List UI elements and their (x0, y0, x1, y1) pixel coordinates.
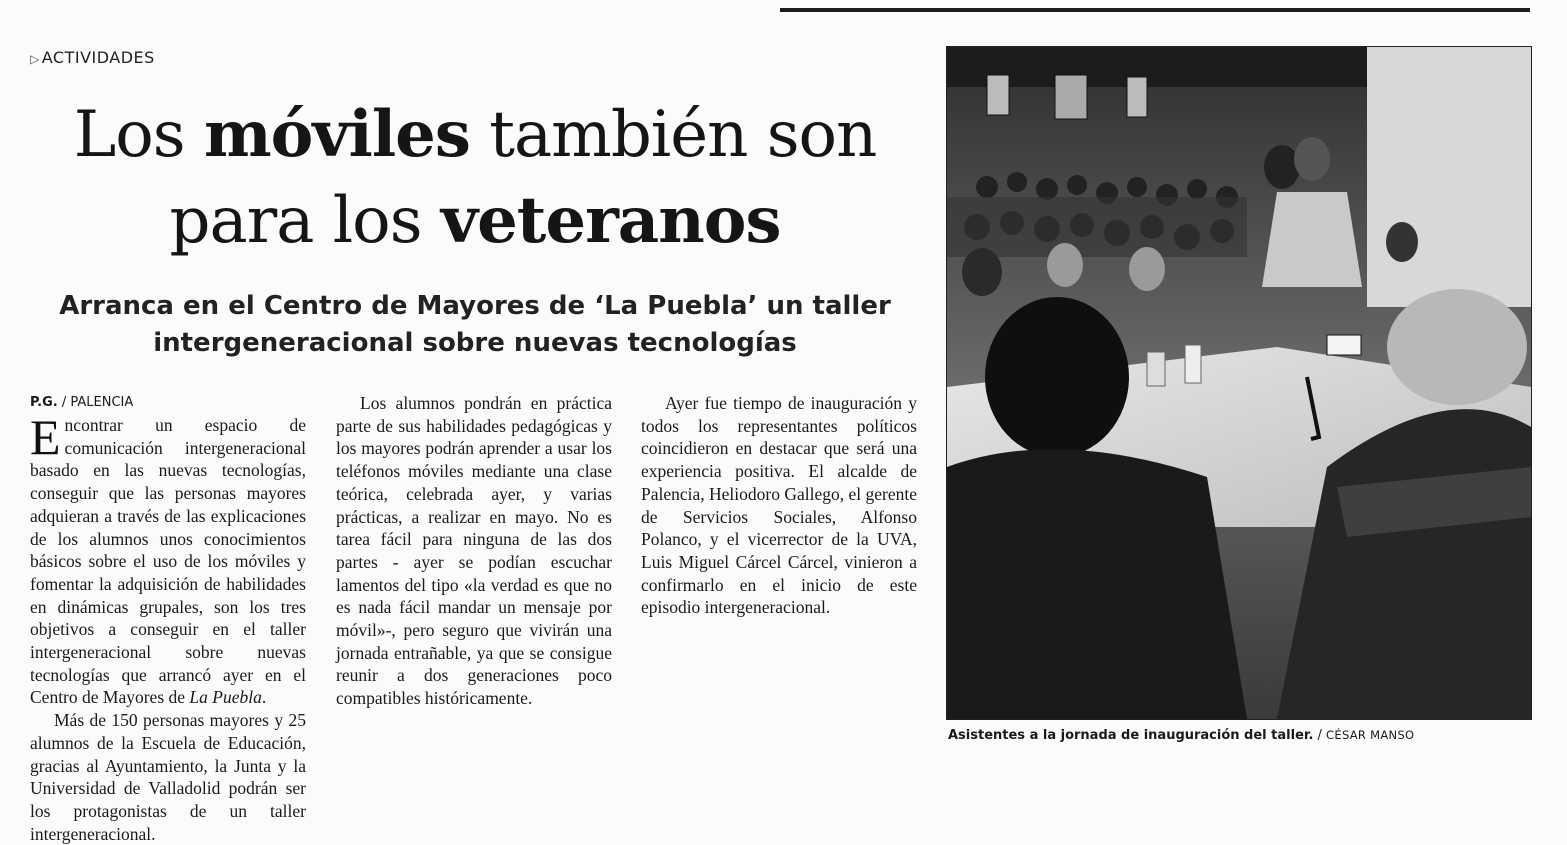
byline-separator: / (57, 395, 71, 410)
paragraph-1 (30, 409, 306, 709)
headline (30, 92, 920, 264)
paragraph-1-italic: La Puebla (189, 687, 262, 708)
paragraph-2: Más de 150 personas mayores y 25 alumnos de la Escuela de Educación, gracias al Ayuntamiento, la Junta y la Universidad de Valladolid podrán ser los protagonistas de un taller intergeneracional. (30, 710, 306, 844)
paragraph-1-end: . (261, 687, 267, 708)
section-text: ACTIVIDADES (41, 48, 155, 67)
headline-bold-word: móviles (203, 97, 470, 172)
drop-cap: E (30, 409, 61, 465)
caption-text: Asistentes a la jornada de inauguración del taller. (948, 728, 1314, 743)
headline-word: para los (169, 184, 441, 258)
article-column-1 (30, 392, 306, 845)
triangle-icon: ▷ (30, 52, 40, 66)
subhead-line-1: Arranca en el Centro de Mayores de ‘La Puebla’ un taller (59, 291, 891, 321)
byline-place: PALENCIA (70, 395, 134, 410)
section-label (30, 48, 155, 67)
credit-separator: / (1313, 728, 1327, 743)
byline-author: P.G. (30, 395, 58, 410)
paragraph-4: Ayer fue tiempo de inauguración y todos los representantes políticos coincidieron en destacar que será una experiencia positiva. El alcalde de Palencia, Heliodoro Gallego, el gerente de Servicios Sociales, Alfonso Polanco, y el vicerrector de la UVA, Luis Miguel Cárcel Cárcel, vinieron a confirmarlo en el inicio de este episodio intergeneracional. (641, 393, 918, 618)
article-column-3 (641, 392, 917, 619)
headline-word: Los (73, 98, 204, 172)
article-column-2 (336, 392, 612, 710)
headline-bold-word: veteranos (440, 183, 781, 258)
paragraph-3: Los alumnos pondrán en práctica parte de sus habilidades pedagógicas y los mayores podrán aprender a usar los teléfonos móviles mediante una clase teórica, celebrada ayer, y varias prácticas, a realizar en mayo. No es tarea fácil para ninguna de las dos partes - ayer se podían escuchar lamentos del tipo «la verdad es que no es nada fácil mandar un mensaje por móvil»-, pero seguro que vivirán una jornada entrañable, ya que se consigue reunir a dos generaciones poco compatibles históricamente. (336, 393, 612, 709)
subheadline (30, 288, 920, 362)
top-rule (780, 8, 1530, 12)
news-photo (946, 46, 1532, 720)
photo-credit: CÉSAR MANSO (1326, 728, 1415, 742)
byline (30, 392, 306, 414)
photo-caption (948, 728, 1414, 743)
headline-word: también son (469, 98, 877, 172)
subhead-line-2: intergeneracional sobre nuevas tecnologías (153, 328, 797, 358)
audience-photo-illustration (947, 47, 1531, 719)
paragraph-1-text: ncontrar un espacio de comunicación intergeneracional basado en las nuevas tecnologías, conseguir que las personas mayores adquieran a través de las explicaciones de los alumnos unos conocimientos básicos sobre el uso de los móviles y fomentar la adquisición de habilidades en dinámicas grupales, son los tres objetivos a conseguir en el taller intergeneracional sobre nuevas tecnologías que arrancó ayer en el Centro de Mayores de (30, 415, 306, 708)
